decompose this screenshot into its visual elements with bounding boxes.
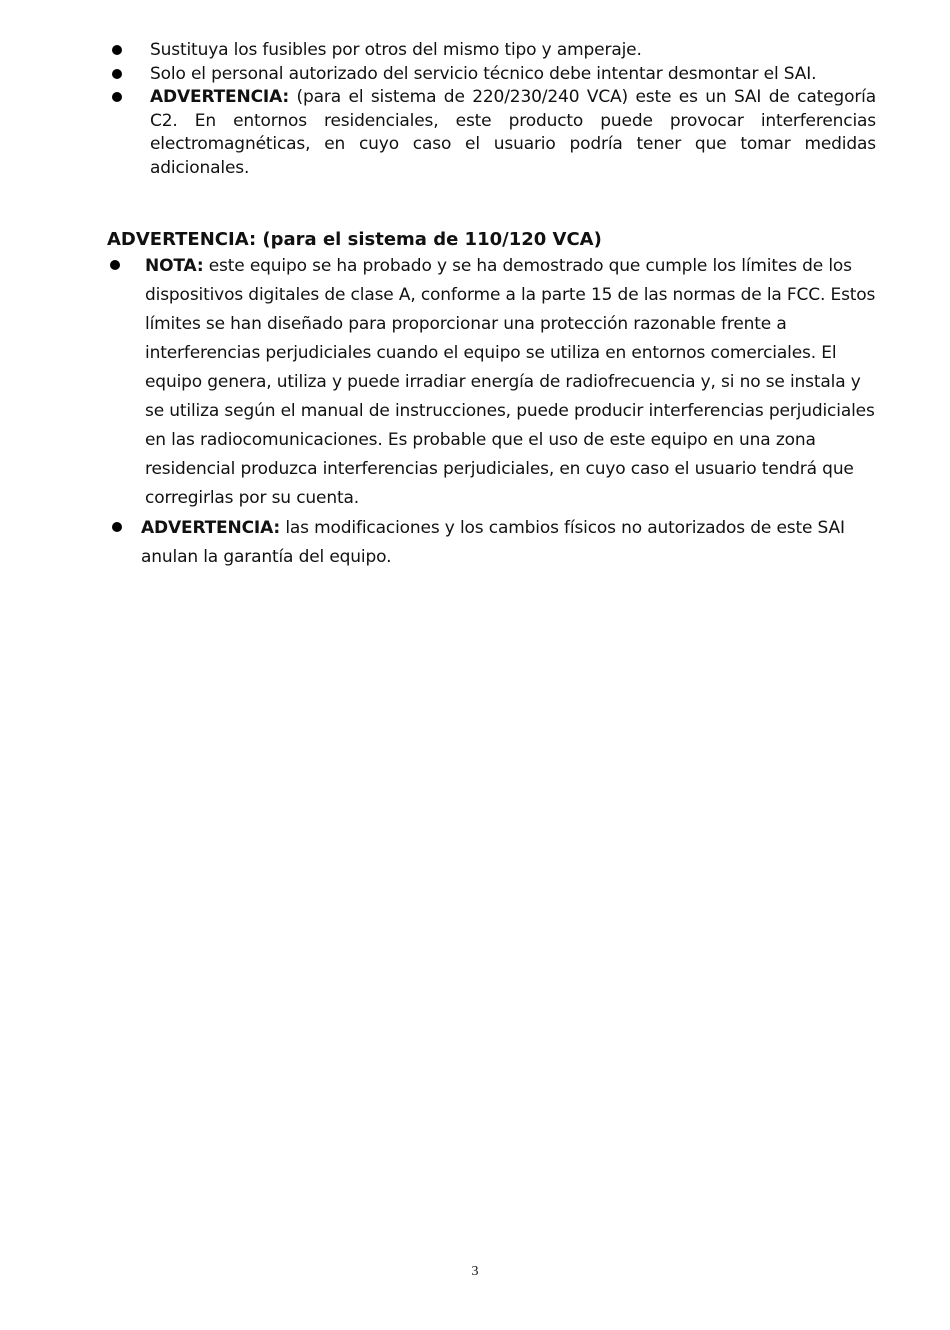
bullet-icon [112, 45, 122, 55]
bullet-icon [112, 69, 122, 79]
note-label: NOTA: [145, 256, 204, 276]
list-item [141, 514, 876, 572]
list-item-text: las modificaciones y los cambios físicos no autorizados de este SAI anulan la garantía del equipo. [141, 518, 845, 567]
list-item [145, 252, 880, 513]
list-item-text: Sustituya los fusibles por otros del mismo tipo y amperaje. [150, 40, 642, 60]
bullet-icon [110, 260, 120, 270]
list-item-text: este equipo se ha probado y se ha demostrado que cumple los límites de los dispositivos digitales de clase A, conforme a la parte 15 de las normas de la FCC. Estos límites se han diseñado para proporcionar una protección razonable frente a interferencias perjudiciales cuando el equipo se utiliza en entornos comerciales. El equipo genera, utiliza y puede irradiar energía de radiofrecuencia y, si no se instala y se utiliza según el manual de instrucciones, puede producir interferencias perjudiciales en las radiocomunicaciones. Es probable que el uso de este equipo en una zona residencial produzca interferencias perjudiciales, en cuyo caso el usuario tendrá que corregirlas por su cuenta. [145, 256, 876, 508]
warning-label: ADVERTENCIA: [150, 87, 290, 107]
bullet-icon [112, 522, 122, 532]
list-item [150, 39, 876, 63]
list-item [150, 63, 876, 87]
page-number: 3 [471, 1264, 479, 1279]
list-item-text: Solo el personal autorizado del servicio técnico debe intentar desmontar el SAI. [150, 64, 817, 84]
list-item-text: (para el sistema de 220/230/240 VCA) este es un SAI de categoría C2. En entornos residenciales, este producto puede provocar interferencias electromagnéticas, en cuyo caso el usuario podría tener que tomar medidas adicionales. [150, 87, 876, 178]
bullet-icon [112, 92, 122, 102]
section-heading: ADVERTENCIA: (para el sistema de 110/120 VCA) [107, 229, 602, 250]
list-item [150, 86, 876, 180]
warning-label: ADVERTENCIA: [141, 518, 281, 538]
